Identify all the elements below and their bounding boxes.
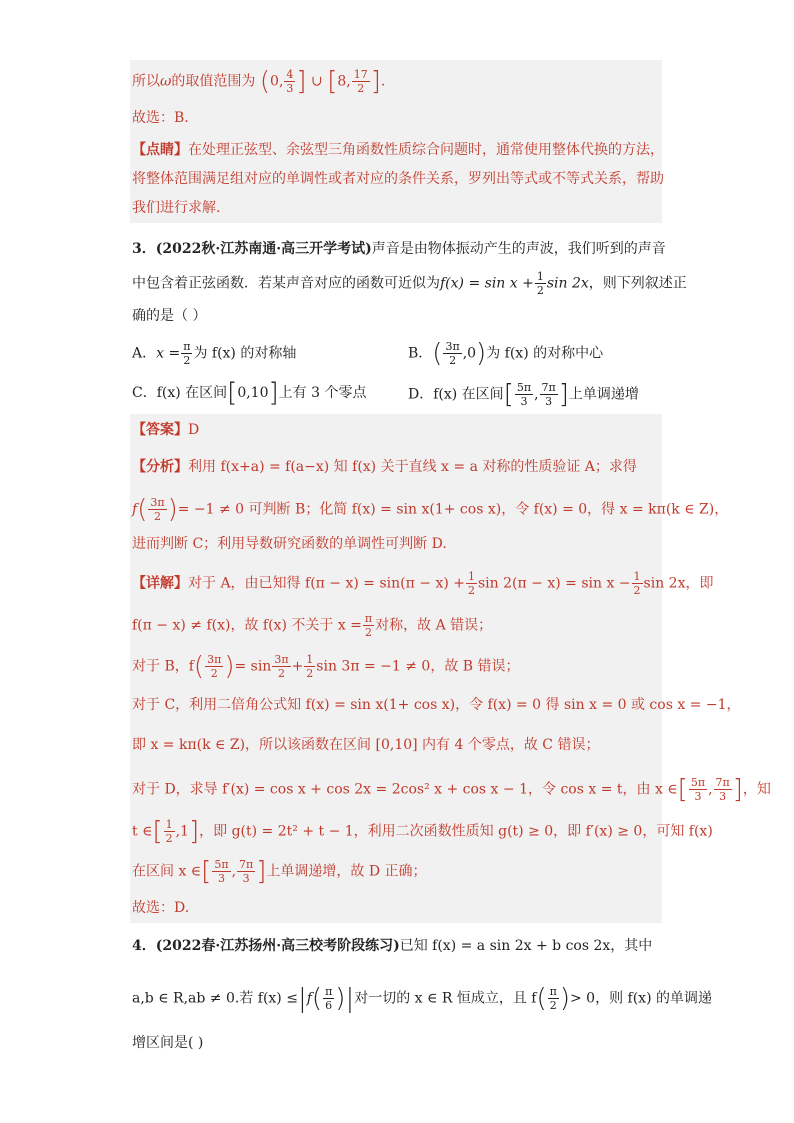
q4-stem-line-1: 4．(2022春·江苏扬州·高三校考阶段练习)已知 f(x) = a sin 2x + b cos 2x，其中 [132, 938, 653, 954]
q3-detail-line-4: 对于 C，利用二倍角公式知 f(x) = sin x(1+ cos x)，令 f(x) = 0 得 sin x = 0 或 cos x = −1， [132, 697, 741, 713]
comment-line-2: 将整体范围满足组对应的单调性或者对应的条件关系，罗列出等式或不等式关系，帮助 [132, 171, 664, 187]
q3-analysis-line-2: f( $\frac{3\pi}{2}$ )= −1 ≠ 0 可判断 B；化简 f(x) = sin x(1+ cos x)，令 f(x) = 0，得 x = kπ(k ∈ Z)， [132, 494, 729, 525]
q3-option-a[interactable]: A．x = $\frac{\pi}{2}$ 为 f(x) 的对称轴 [132, 340, 297, 367]
comment-line-1: 【点睛】在处理正弦型、余弦型三角函数性质综合问题时，通常使用整体代换的方法， [132, 142, 664, 158]
q3-detail-line-8: 在区间 x ∈[ $\frac{5\pi}{3}$ , $\frac{7\pi}{3}$ ]上单调递增，故 D 正确； [132, 856, 427, 887]
q3-detail-line-5: 即 x = kπ(k ∈ Z)，所以该函数在区间 [0,10] 内有 4 个零点，故 C 错误； [132, 737, 600, 753]
q3-detail-line-9: 故选：D. [132, 900, 190, 916]
q3-detail-line-7: t ∈[ $\frac{1}{2}$ ,1]，即 g(t) = 2t² + t − 1，利用二次函数性质知 g(t) ≥ 0，即 f′(x) ≥ 0，可知 f(x) [132, 816, 713, 847]
q3-answer: 【答案】D [132, 422, 200, 438]
range-conclusion: 所以ω的取值范围为 (0, $\frac{4}{3}$ ] ∪ [8, $\frac{17}{2}$ ]. [132, 66, 386, 97]
q3-analysis-line-3: 进而判断 C；利用导数研究函数的单调性可判断 D. [132, 536, 447, 552]
comment-line-3: 我们进行求解. [132, 200, 221, 216]
q3-stem-line-2: 中包含着正弦函数．若某声音对应的函数可近似为f(x) = sin x + $\frac{1}{2}$ sin 2x，则下列叙述正 [132, 270, 687, 297]
q3-detail-line-2: f(π − x) ≠ f(x)，故 f(x) 不关于 x = $\frac{\pi}{2}$ 对称，故 A 错误； [132, 612, 493, 639]
q3-option-b[interactable]: B．( $\frac{3\pi}{2}$ ,0)为 f(x) 的对称中心 [408, 338, 604, 369]
answer-choice-b: 故选：B. [132, 110, 189, 126]
q3-option-d[interactable]: D．f(x) 在区间[ $\frac{5\pi}{3}$ , $\frac{7\pi}{3}$ ]上单调递增 [408, 379, 639, 410]
q3-stem-line-3: 确的是（ ） [132, 308, 207, 324]
q3-analysis-line-1: 【分析】利用 f(x+a) = f(a−x) 知 f(x) 关于直线 x = a 对称的性质验证 A；求得 [132, 459, 637, 475]
q3-stem-line-1: 3．(2022秋·江苏南通·高三开学考试)声音是由物体振动产生的声波，我们听到的声音 [132, 241, 666, 257]
q3-detail-line-3: 对于 B，f( $\frac{3\pi}{2}$ )= sin $\frac{3\pi}{2}$ + $\frac{1}{2}$ sin 3π = −1 ≠ 0，故 B 错误； [132, 651, 520, 682]
q4-stem-line-2: a,b ∈ R,ab ≠ 0.若 f(x) ≤|f( $\frac{\pi}{6}$ )|对一切的 x ∈ R 恒成立，且 f( $\frac{\pi}{2}$ )> 0，则 f(x) 的单调递 [132, 983, 712, 1014]
q4-stem-line-3: 增区间是( ) [132, 1035, 204, 1051]
q3-option-c[interactable]: C．f(x) 在区间[0,10]上有 3 个零点 [132, 378, 367, 408]
q3-detail-line-1: 【详解】对于 A，由已知得 f(π − x) = sin(π − x) + $\frac{1}{2}$ sin 2(π − x) = sin x − $\frac{1}{2}$ sin 2x，即 [132, 570, 714, 597]
q3-detail-line-6: 对于 D，求导 f′(x) = cos x + cos 2x = 2cos² x + cos x − 1，令 cos x = t，由 x ∈[ $\frac{5\pi}{3}$ , $\frac{7\pi}{3}$ ]，知 [132, 774, 771, 805]
